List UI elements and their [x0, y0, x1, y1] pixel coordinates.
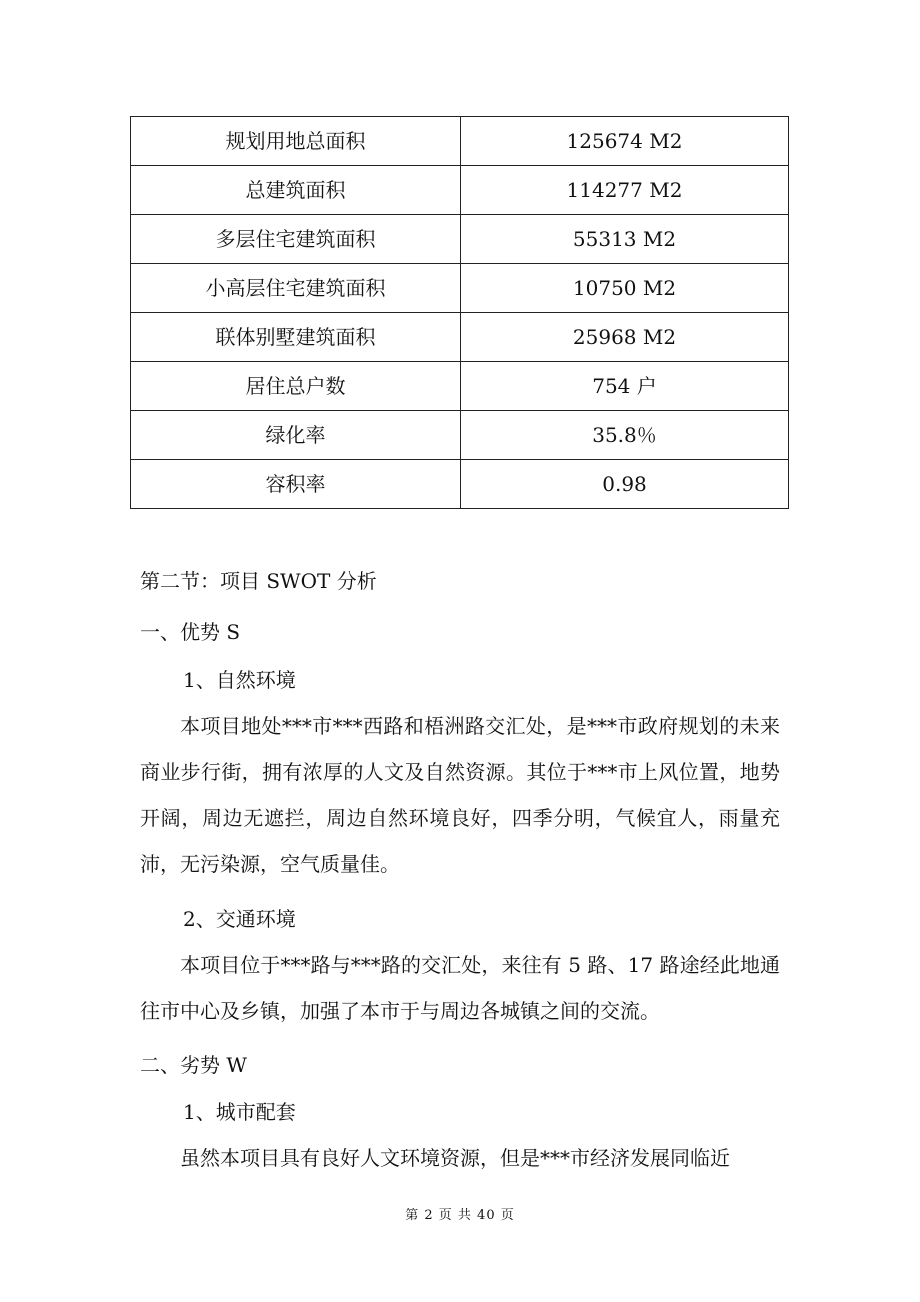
- table-cell-label: 居住总户数: [131, 362, 461, 411]
- table-cell-label: 规划用地总面积: [131, 117, 461, 166]
- table-cell-value: 0.98: [461, 460, 789, 509]
- table-cell-value: 35.8％: [461, 411, 789, 460]
- table-row: [131, 362, 789, 411]
- traffic-environment-heading: 2、交通环境: [183, 907, 296, 931]
- city-facilities-heading: 1、城市配套: [183, 1100, 296, 1124]
- city-facilities-paragraph: 虽然本项目具有良好人文环境资源，但是***市经济发展同临近: [180, 1146, 730, 1170]
- table-cell-value: 114277 M2: [461, 166, 789, 215]
- table-row: [131, 264, 789, 313]
- table-row: [131, 460, 789, 509]
- table-cell-label: 联体别墅建筑面积: [131, 313, 461, 362]
- project-stats-table: [130, 116, 789, 509]
- natural-environment-heading: 1、自然环境: [183, 668, 296, 692]
- table-cell-label: 总建筑面积: [131, 166, 461, 215]
- strengths-heading: 一、优势 S: [140, 620, 241, 644]
- table-cell-value: 55313 M2: [461, 215, 789, 264]
- table-row: [131, 313, 789, 362]
- table-row: [131, 215, 789, 264]
- traffic-environment-paragraph: 本项目位于***路与***路的交汇处，来往有 5 路、17 路途经此地通往市中心及乡镇，加强了本市于与周边各城镇之间的交流。: [140, 953, 780, 1023]
- table-cell-label: 多层住宅建筑面积: [131, 215, 461, 264]
- section-heading: 第二节：项目 SWOT 分析: [140, 569, 377, 593]
- table-cell-label: 绿化率: [131, 411, 461, 460]
- table-row: [131, 411, 789, 460]
- page-number-footer: 第 2 页 共 40 页: [405, 1208, 515, 1223]
- natural-environment-paragraph: 本项目地处***市***西路和梧洲路交汇处，是***市政府规划的未来商业步行街，拥有浓厚的人文及自然资源。其位于***市上风位置，地势开阔，周边无遮拦，周边自然环境良好，四季分明，气候宜人，雨量充沛，无污染源，空气质量佳。: [140, 714, 780, 876]
- table-cell-value: 754 户: [461, 362, 789, 411]
- table-cell-value: 125674 M2: [461, 117, 789, 166]
- weaknesses-heading: 二、劣势 W: [140, 1053, 247, 1077]
- table-row: [131, 166, 789, 215]
- table-row: [131, 117, 789, 166]
- table-cell-label: 容积率: [131, 460, 461, 509]
- table-cell-value: 10750 M2: [461, 264, 789, 313]
- table-cell-label: 小高层住宅建筑面积: [131, 264, 461, 313]
- table-cell-value: 25968 M2: [461, 313, 789, 362]
